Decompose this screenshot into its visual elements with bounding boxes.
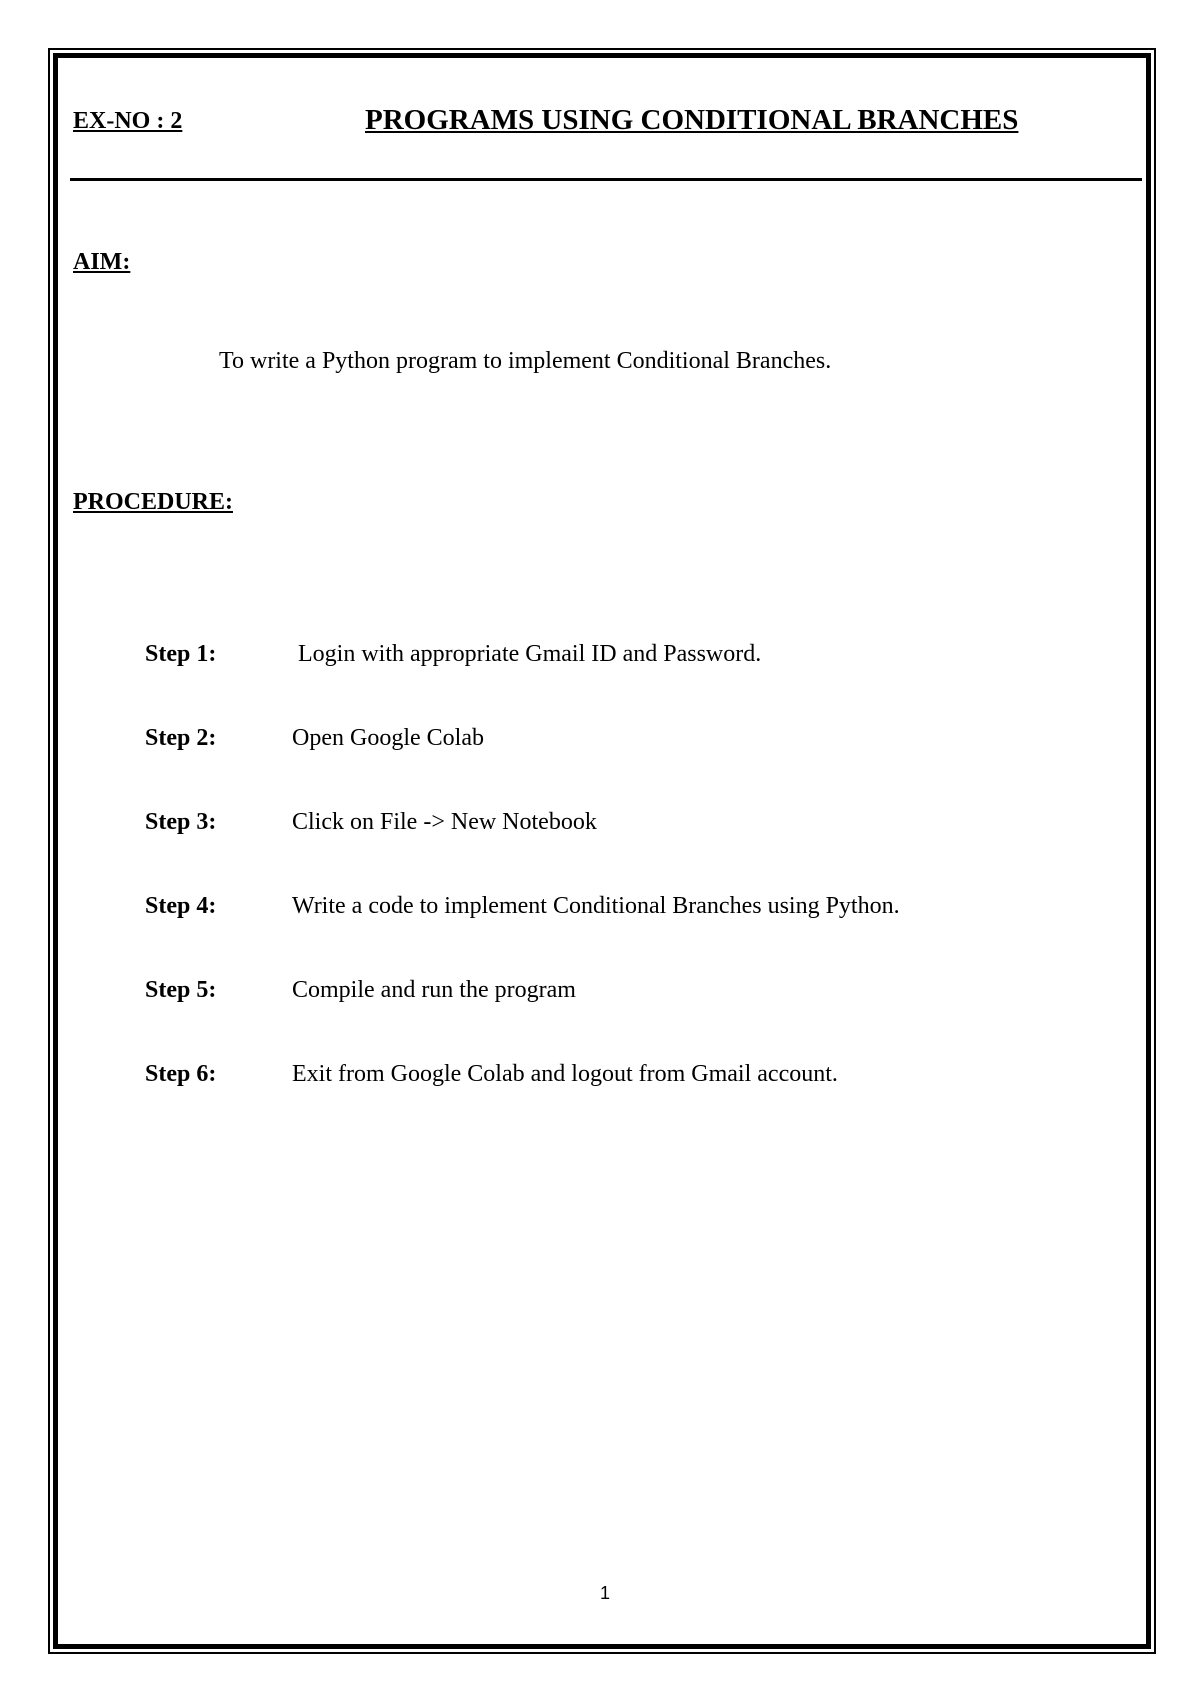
step-1: [145, 641, 1045, 725]
step-label: Step 2:: [145, 725, 217, 751]
step-text: Click on File -> New Notebook: [292, 809, 597, 835]
header-divider: [70, 178, 1142, 181]
step-text: Exit from Google Colab and logout from Gmail account.: [292, 1061, 838, 1087]
exercise-number: EX-NO : 2: [73, 108, 183, 134]
step-4: [145, 893, 1045, 977]
aim-heading: AIM:: [73, 249, 131, 275]
step-label: Step 3:: [145, 809, 217, 835]
step-label: Step 6:: [145, 1061, 217, 1087]
step-5: [145, 977, 1045, 1061]
procedure-steps: [145, 641, 1045, 1145]
page-number: 1: [599, 1583, 610, 1603]
step-text: Write a code to implement Conditional Branches using Python.: [292, 893, 900, 919]
aim-text: To write a Python program to implement Conditional Branches.: [219, 348, 832, 374]
step-text: Compile and run the program: [292, 977, 576, 1003]
step-text: Open Google Colab: [292, 725, 484, 751]
step-label: Step 4:: [145, 893, 217, 919]
step-text: Login with appropriate Gmail ID and Password.: [298, 641, 762, 667]
procedure-heading: PROCEDURE:: [73, 489, 233, 515]
step-6: [145, 1061, 1045, 1145]
step-label: Step 1:: [145, 641, 217, 667]
page-title: PROGRAMS USING CONDITIONAL BRANCHES: [365, 104, 1019, 136]
step-label: Step 5:: [145, 977, 217, 1003]
step-2: [145, 725, 1045, 809]
step-3: [145, 809, 1045, 893]
